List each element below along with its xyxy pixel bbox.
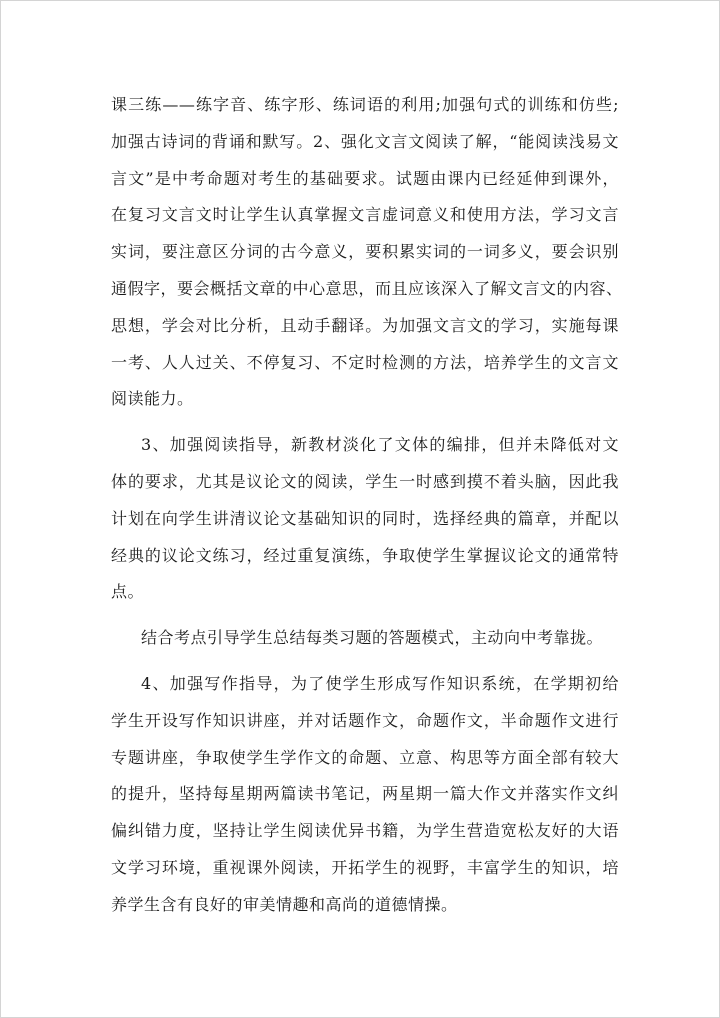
text-line: 计划在向学生讲清议论文基础知识的同时，选择经典的篇章，并配以 — [111, 508, 619, 528]
text-line: 专题讲座，争取使学生学作文的命题、立意、构思等方面全部有较大 — [111, 747, 619, 767]
text-line: 言文”是中考命题对考生的基础要求。试题由课内已经延伸到课外， — [111, 168, 619, 188]
text-line: 偏纠错力度，坚持让学生阅读优异书籍，为学生营造宽松友好的大语 — [111, 821, 619, 841]
paragraph-gap — [111, 418, 619, 427]
paragraph-4 — [111, 666, 619, 924]
text-line: 在复习文言文时让学生认真掌握文言虚词意义和使用方法，学习文言 — [111, 205, 619, 225]
text-line: 体的要求，尤其是议论文的阅读，学生一时感到摸不着头脑，因此我 — [111, 471, 619, 491]
paragraph-2 — [111, 427, 619, 611]
text-line: 学生开设写作知识讲座，并对话题作文，命题作文，半命题作文进行 — [111, 710, 619, 730]
text-line: 实词，要注意区分词的古今意义，要积累实词的一词多义，要会识别 — [111, 242, 619, 262]
document-body — [111, 87, 623, 924]
paragraph-1 — [111, 87, 623, 418]
text-line: 通假字，要会概括文章的中心意思，而且应该深入了解文言文的内容、 — [111, 278, 623, 298]
paragraph-gap — [111, 657, 619, 666]
text-line: 点。 — [111, 582, 145, 602]
text-line: 养学生含有良好的审美情趣和高尚的道德情操。 — [111, 894, 458, 914]
text-line: 4、加强写作指导，为了使学生形成写作知识系统，在学期初给 — [141, 673, 619, 693]
paragraph-gap — [111, 611, 619, 620]
paragraph-3 — [111, 620, 619, 657]
text-line: 3、加强阅读指导，新教材淡化了文体的编排，但并未降低对文 — [141, 435, 619, 455]
text-line: 一考、人人过关、不停复习、不定时检测的方法，培养学生的文言文 — [111, 352, 619, 372]
text-line: 阅读能力。 — [111, 389, 194, 409]
text-line: 的提升，坚持每星期两篇读书笔记，两星期一篇大作文并落实作文纠 — [111, 784, 619, 804]
text-line: 经典的议论文练习，经过重复演练，争取使学生掌握议论文的通常特 — [111, 545, 619, 565]
text-line: 思想，学会对比分析，且动手翻译。为加强文言文的学习，实施每课 — [111, 315, 619, 335]
text-line: 结合考点引导学生总结每类习题的答题模式，主动向中考靠拢。 — [141, 628, 604, 648]
text-line: 文学习环境，重视课外阅读，开拓学生的视野，丰富学生的知识，培 — [111, 857, 619, 877]
text-line: 课三练——练字音、练字形、练词语的利用;加强句式的训练和仿些; — [111, 95, 619, 114]
text-line: 加强古诗词的背诵和默写。2、强化文言文阅读了解，“能阅读浅易文 — [111, 131, 619, 151]
